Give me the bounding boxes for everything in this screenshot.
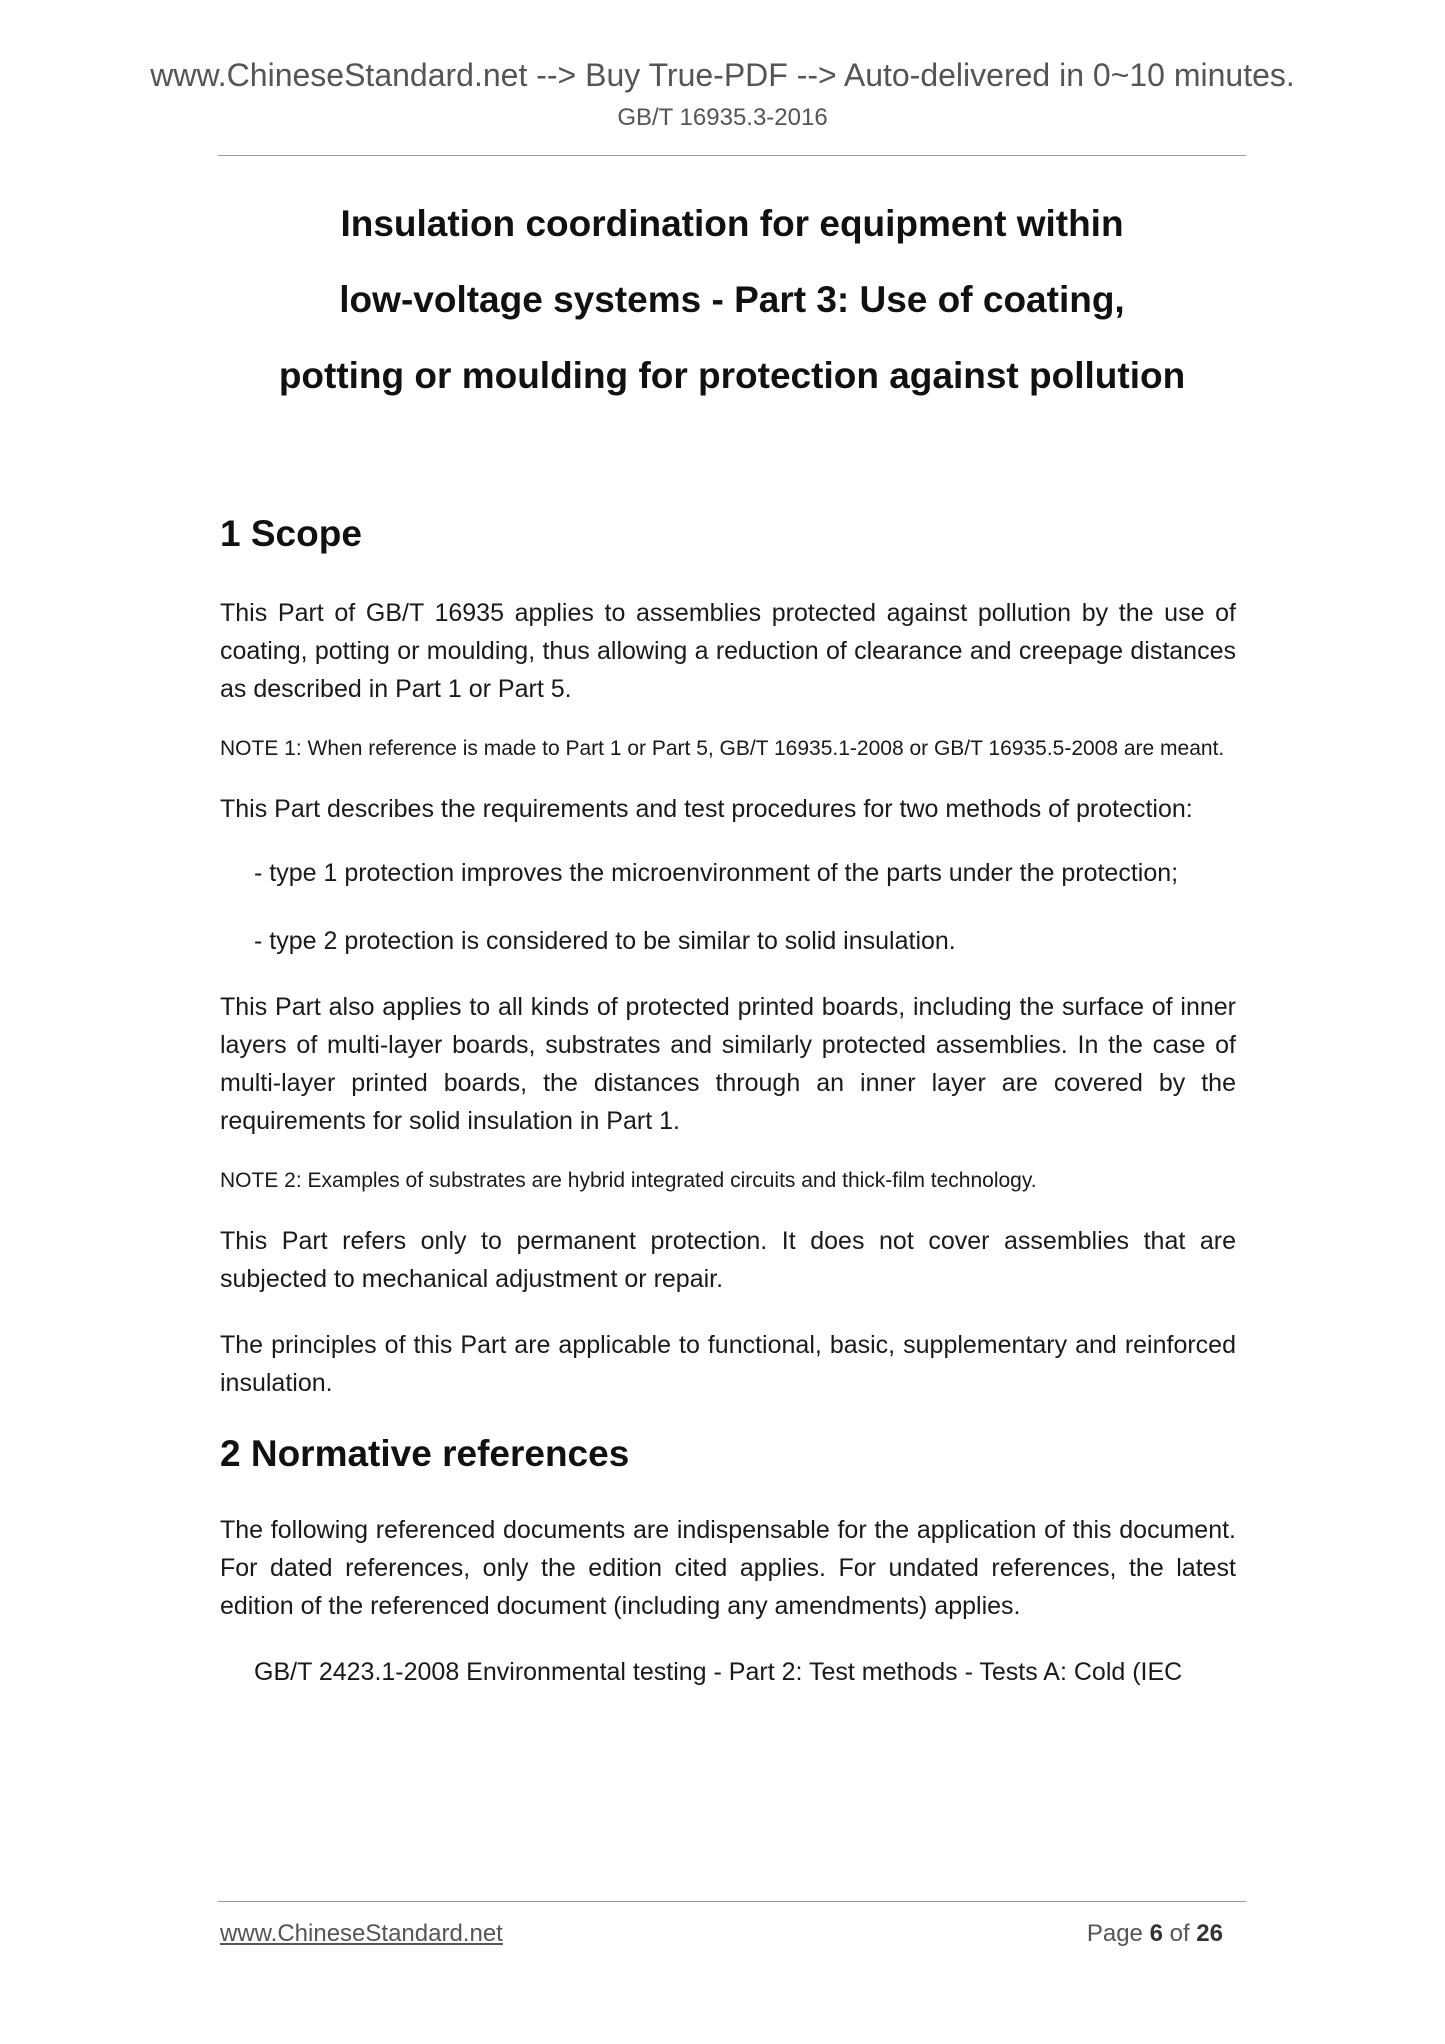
page-current: 6 [1149, 1920, 1163, 1947]
normative-reference-1: GB/T 2423.1-2008 Environmental testing - Part 2: Test methods - Tests A: Cold (IEC [254, 1657, 1183, 1686]
title-line-3: potting or moulding for protection against pollution [278, 355, 1186, 396]
footer-website-link[interactable]: www.ChineseStandard.net [220, 1920, 503, 1947]
section-heading-scope: 1 Scope [220, 513, 362, 554]
page-total: 26 [1196, 1920, 1223, 1947]
scope-note-1: NOTE 1: When reference is made to Part 1 or Part 5, GB/T 16935.1-2008 or GB/T 16935.5-2008 are meant. [220, 737, 1225, 761]
title-line-2: low-voltage systems - Part 3: Use of coating, [339, 279, 1125, 320]
page-prefix: Page [1086, 1920, 1143, 1947]
header-divider [218, 155, 1246, 156]
section-heading-normative-references: 2 Normative references [220, 1433, 630, 1475]
normative-paragraph-1: The following referenced documents are indispensable for the application of this document. For dated references, only the edition cited applies. For undated references, the latest edition of the referenced document (including any amendments) applies. [220, 1515, 1236, 1620]
scope-paragraph-2: This Part describes the requirements and test procedures for two methods of protection: [220, 795, 1193, 824]
scope-list-item-2: - type 2 protection is considered to be similar to solid insulation. [254, 927, 956, 956]
footer-page-number [1087, 1920, 1223, 1948]
page-of: of [1169, 1920, 1190, 1947]
scope-paragraph-5: The principles of this Part are applicable to functional, basic, supplementary and reinforced insulation. [220, 1331, 1236, 1398]
scope-paragraph-4: This Part refers only to permanent protection. It does not cover assemblies that are subjected to mechanical adjustment or repair. [220, 1227, 1236, 1294]
scope-note-2: NOTE 2: Examples of substrates are hybrid integrated circuits and thick-film technology. [220, 1169, 1037, 1193]
document-title [218, 186, 1246, 414]
header-banner: www.ChineseStandard.net --> Buy True-PDF --> Auto-delivered in 0~10 minutes. [150, 57, 1295, 93]
document-body [220, 512, 1236, 1691]
title-line-1: Insulation coordination for equipment within [340, 203, 1124, 244]
scope-paragraph-3: This Part also applies to all kinds of protected printed boards, including the surface of inner layers of multi-layer boards, substrates and similarly protected assemblies. In the case of multi-layer printed boards, the distances through an inner layer are covered by the requirements for solid insulation in Part 1. [220, 993, 1236, 1136]
scope-paragraph-1: This Part of GB/T 16935 applies to assemblies protected against pollution by the use of coating, potting or moulding, thus allowing a reduction of clearance and creepage distances as described in Part 1 or Part 5. [220, 599, 1236, 704]
header-standard-id: GB/T 16935.3-2016 [617, 104, 828, 131]
scope-list-item-1: - type 1 protection improves the microenvironment of the parts under the protection; [254, 859, 1179, 888]
footer-divider [218, 1901, 1246, 1902]
